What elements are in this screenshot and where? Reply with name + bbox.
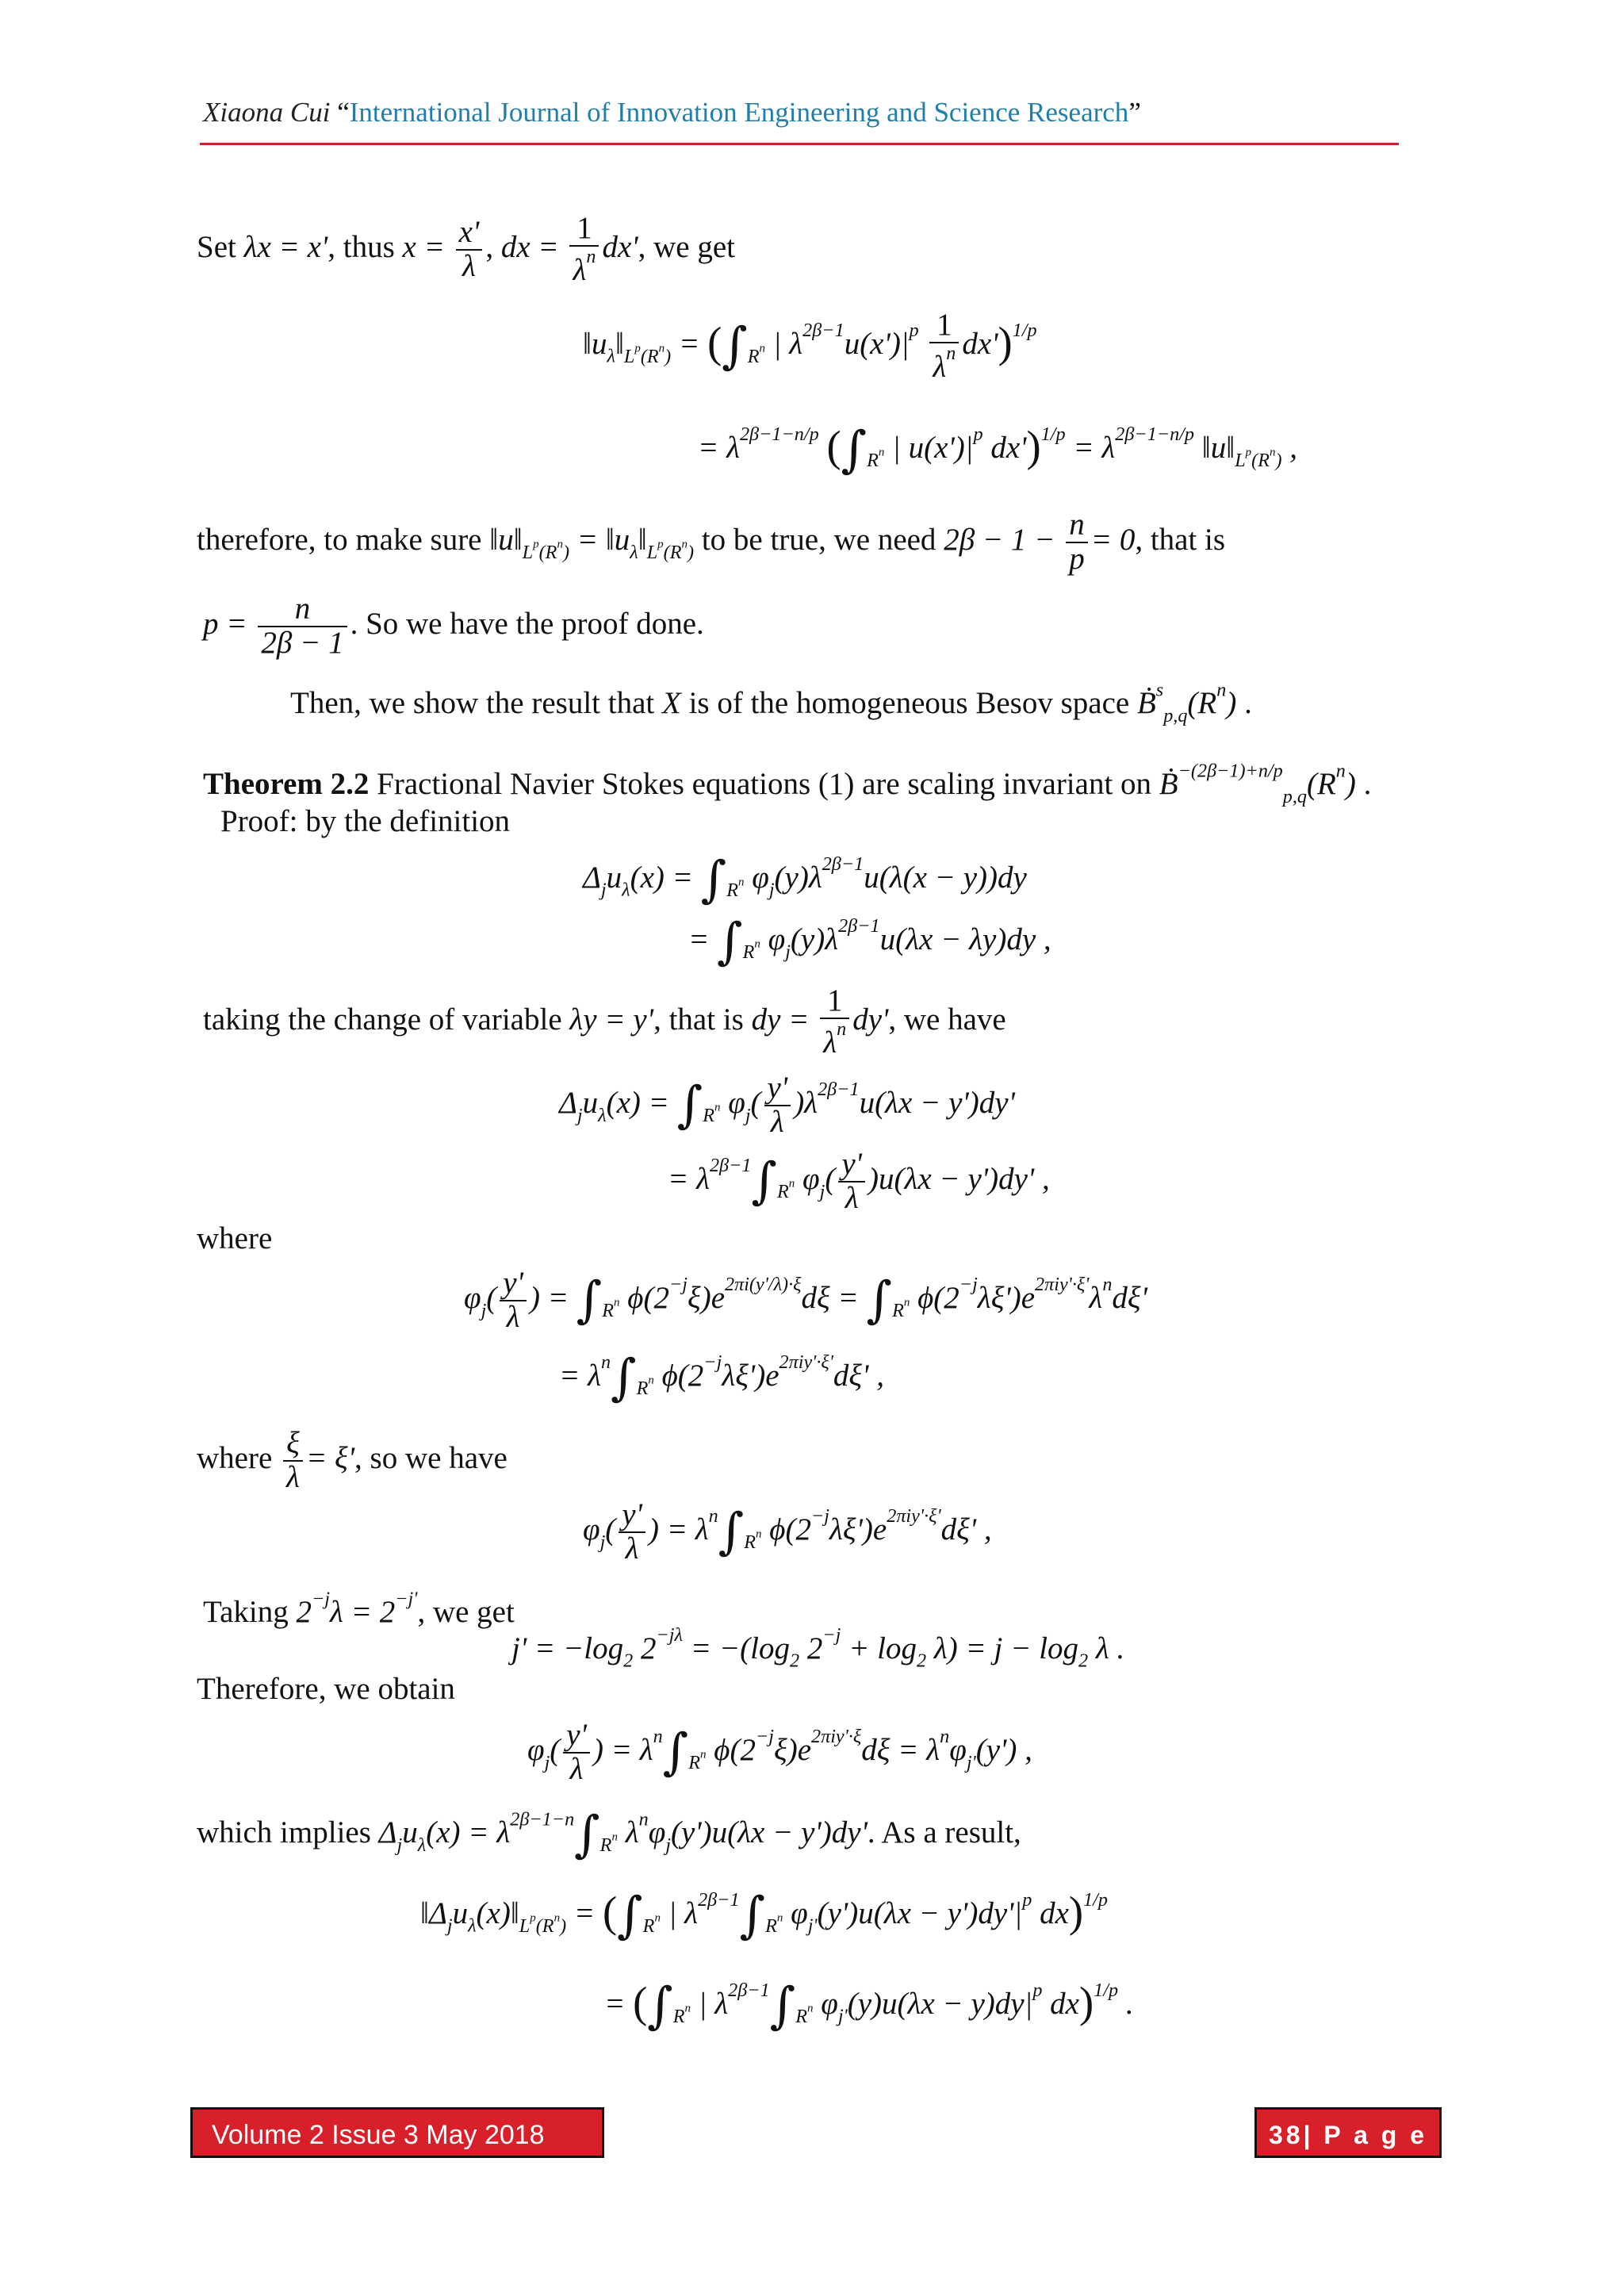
therefore-text: therefore, to make sure (197, 522, 482, 557)
equation-final-1: $‖\Delta_ju_\lambda(x)‖_{L^p(R^n)} = (\int_{R^n}$ | $\lambda^{2\beta-1}\int_{R^n}$ $\varphi_{j'}(y')u(\lambda x - y')dy'|^p$ dx)$^{1/p}$ (420, 1886, 1108, 1944)
running-header (203, 97, 1141, 128)
proof-definition-line: Proof: by the definition (220, 804, 511, 838)
we-get-text-2: , we get (417, 1594, 515, 1629)
header-author: Xiaona Cui (203, 97, 331, 128)
which-implies-text: which implies (197, 1815, 371, 1849)
change-variable-line: taking the change of variable λy = y', that is dy = $\frac{1}{\lambda^n}$ dy', we have (203, 983, 1006, 1060)
proof-done-text: . So we have the proof done. (350, 606, 704, 641)
which-implies-line: which implies $\Delta_ju_\lambda(x) = \lambda^{2\beta-1-n}\int_{R^n}$ $\lambda^n\varphi_j(y')u(\lambda x - y')dy'$. As a result, (197, 1804, 1021, 1863)
therefore-obtain-line: Therefore, we obtain (197, 1672, 455, 1706)
equation-phi-4: $\varphi_j$( $\frac{y'}{\lambda}$ ) = $\lambda^n\int_{R^n}$ $\phi(2^{-j}\xi)e^{2\pi iy'\cdot\xi}d\xi = \lambda^n\varphi_{j'}(y')$ , (527, 1718, 1032, 1786)
as-result-text: . As a result, (867, 1815, 1021, 1849)
we-have-text: , we have (888, 1002, 1006, 1037)
footer-volume: Volume 2 Issue 3 May 2018 (190, 2107, 604, 2158)
where-text-2: where (197, 1440, 273, 1475)
theorem-text: Fractional Navier Stokes equations (1) are scaling invariant on (377, 766, 1152, 801)
header-open-quote: “ (337, 97, 350, 128)
page-number: 38 (1268, 2121, 1304, 2149)
equation-phi-1: $\varphi_j$( $\frac{y'}{\lambda}$ ) = $\int_{R^n}$ $\phi(2^{-j}\xi)e^{2\pi i(y'/\lambda)\cdot\xi}d\xi = \int_{R^n}$ $\phi(2^{-j}\lambda\xi')e^{2\pi iy'\cdot\xi'}\lambda^nd\xi'$ (464, 1266, 1147, 1334)
taking-change-text: taking the change of variable (203, 1002, 562, 1037)
header-rule (200, 143, 1399, 145)
equation-log: $j' = -\log_2$ $2^{-j\lambda} = -(\log_2$ $2^{-j} + \log_2 \lambda) = j - \log_2 \lambda$ . (511, 1624, 1125, 1672)
to-be-true-text: to be true, we need (701, 522, 936, 557)
that-is-text: , that is (1135, 522, 1226, 557)
page-label: | P a g e (1303, 2121, 1427, 2149)
equation-norm-2: = $\lambda^{2\beta-1-n/p}$ ($\int_{R^n}$ | $u(x')|^p$ $dx')^{1/p} = \lambda^{2\beta-1-n/p}$ $‖u‖_{L^p(R^n)}$ , (698, 420, 1298, 478)
footer-page (1254, 2107, 1442, 2158)
then-show-line: Then, we show the result that X is of the homogeneous Besov space $Ḃ^s_{p,q}(R^n)$ . (290, 679, 1252, 726)
taking-line: Taking $2^{-j}\lambda = 2^{-j'}$, we get (203, 1588, 515, 1629)
besov-space-text: is of the homogeneous Besov space (688, 685, 1130, 720)
set-text: Set (197, 229, 236, 264)
thus-text: , thus (327, 229, 395, 264)
equation-norm-1: $‖u_\lambda‖_{L^p(R^n)} = (\int_{R^n}$ | $\lambda^{2\beta-1}u(x')|^p$ $\frac{1}{\lambda^n}$ dx')$^{1/p}$ (583, 308, 1037, 384)
equation-phi-3: $\varphi_j$( $\frac{y'}{\lambda}$ ) = $\lambda^n\int_{R^n}$ $\phi(2^{-j}\lambda\xi')e^{2\pi iy'\cdot\xi'}d\xi'$ , (583, 1497, 992, 1566)
where-line-2: where $\frac{\xi}{\lambda}$ = ξ', so we have (197, 1426, 508, 1494)
header-journal-title: International Journal of Innovation Engineering and Science Research (349, 97, 1129, 128)
equation-final-2: = ($\int_{R^n}$ | $\lambda^{2\beta-1}\int_{R^n}$ $\varphi_{j'}(y)u(\lambda x - y)dy|^p$ dx)$^{1/p}$ . (604, 1976, 1134, 2034)
equation-delta-2: = $\int_{R^n}$ $\varphi_j(y)\lambda^{2\beta-1}u(\lambda x - \lambda y)dy$ , (688, 912, 1051, 970)
where-line-1: where (197, 1221, 273, 1255)
so-we-have-text: , so we have (354, 1440, 508, 1475)
we-get-text: , we get (638, 229, 735, 264)
that-is-text-2: , that is (653, 1002, 744, 1037)
theorem-2-2: Theorem 2.2 Fractional Navier Stokes equations (1) are scaling invariant on $Ḃ^{-(2\beta-1)+n/p}_{p,q}(R^n)$ . (203, 760, 1372, 807)
taking-text: Taking (203, 1594, 289, 1629)
equation-delta-1: $\Delta_ju_\lambda(x) = \int_{R^n}$ $\varphi_j(y)\lambda^{2\beta-1}u(\lambda(x - y))dy$ (583, 850, 1027, 908)
therefore-line: therefore, to make sure $‖u‖_{L^p(R^n)}$ = $‖u_\lambda‖_{L^p(R^n)}$ to be true, we need 2β − 1 − $\frac{n}{p}$ = 0, that is (197, 508, 1226, 576)
set-variable-line: Set λx = x', thus x = $\frac{x'}{\lambda}$ , dx = $\frac{1}{\lambda^n}$ dx', we get (197, 211, 735, 287)
theorem-label: Theorem 2.2 (203, 766, 370, 801)
then-show-text: Then, we show the result that (290, 685, 655, 720)
header-close-quote: ” (1128, 97, 1141, 128)
p-value-line: p = $\frac{n}{2\beta - 1}$ . So we have the proof done. (203, 592, 704, 660)
equation-delta-4: = $\lambda^{2\beta-1}\int_{R^n}$ $\varphi_j$( $\frac{y'}{\lambda}$ )u(λx − y')dy' , (668, 1147, 1050, 1215)
equation-delta-3: $\Delta_ju_\lambda(x) = \int_{R^n}$ $\varphi_j$( $\frac{y'}{\lambda}$ )$\lambda^{2\beta-1}u(\lambda x - y')dy'$ (559, 1071, 1015, 1139)
equation-phi-2: = $\lambda^n\int_{R^n}$ $\phi(2^{-j}\lambda\xi')e^{2\pi iy'\cdot\xi'}d\xi'$ , (559, 1348, 884, 1406)
